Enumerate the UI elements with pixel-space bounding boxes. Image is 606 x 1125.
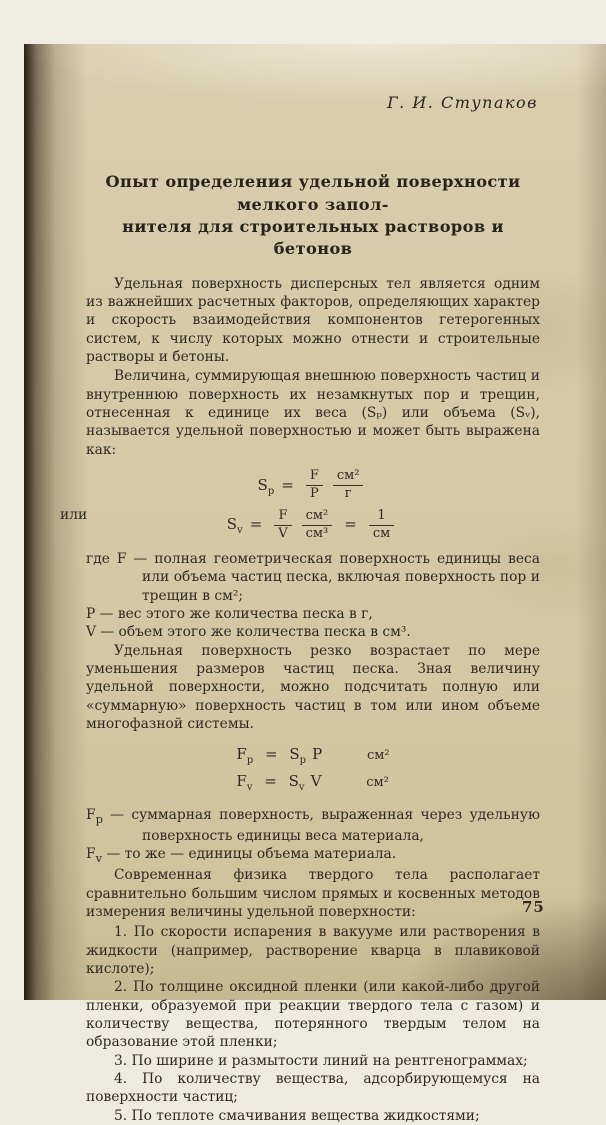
symbol-sp: $S_p$ [257, 475, 275, 497]
formula-group-specific-surface [60, 468, 540, 542]
fp-fv-definitions [86, 806, 540, 866]
symbol-fp: $F_p$ [236, 745, 254, 767]
unit-cm2: см² [366, 774, 389, 790]
paragraph-total-surface: Удельная поверхность резко возрастает по мере уменьшения размеров частиц песка. Зная величину удельной поверхности, можно подсчитать полную или «суммарную» поверхность частиц в том или ином объеме многофазной системы. [86, 642, 540, 732]
definition-V: V — объем этого же количества песка в см³. [86, 624, 411, 641]
unit-cm2: см² [366, 748, 390, 764]
paragraph-methods-intro: Современная физика твердого тела располагает сравнительно большим числом прямых и косвенных методов измерения величины удельной поверхности: [86, 867, 540, 921]
method-item-1: 1. По скорости испарения в вакууме или растворения в жидкости (например, растворение кварца в плавиковой кислоте); [86, 924, 540, 978]
article-title [86, 171, 540, 260]
method-item-3: 3. По ширине и размытости линий на рентгенограммах; [114, 1052, 528, 1069]
definition-fp: $F_p$ — суммарная поверхность, выраженная через удельную поверхность единицы веса материала, [86, 806, 540, 844]
method-item-2: 2. По толщине оксидной пленки (или какой-либо другой пленки, образуемой при реакции твердого тела с газом) и количеству вещества, потерянного твердым телом на образование этой пленки; [86, 979, 540, 1051]
definition-P: Р — вес этого же количества песка в г, [86, 605, 373, 622]
paragraph-definition: Величина, суммирующая внешнюю поверхность частиц и внутреннюю поверхность их незамкнутых пор и трещин, отнесенная к единице их веса (Sₚ) или объема (Sᵥ), называется удельной поверхностью и может быть выражена как: [86, 368, 540, 458]
page-content [60, 92, 540, 1125]
symbol-fv: $F_v$ [236, 771, 253, 793]
or-label: или [60, 507, 88, 524]
symbol-fv: $F_v$ [86, 846, 103, 866]
method-item-5: 5. По теплоте смачивания вещества жидкостями; [114, 1107, 480, 1124]
symbol-sv-rhs: $S_v$ [288, 771, 305, 793]
fraction-one-over-cm: $\frac{1}{см}$ [369, 509, 394, 542]
article-title-line2: нителя для строительных растворов и бетонов [122, 216, 504, 259]
definition-fv: $F_v$ — то же — единицы объема материала. [86, 846, 397, 866]
formula-fp: $F_p = S_p$ P см² [236, 745, 390, 767]
fraction-f-over-p: $\frac{F}{P}$ [306, 469, 323, 502]
formula-fv: $F_v = S_v$ V см² [236, 771, 389, 793]
page-number: 75 [522, 898, 545, 916]
method-item-4: 4. По количеству вещества, адсорбирующемуся на поверхности частиц; [86, 1071, 540, 1106]
symbol-fp: $F_p$ [86, 806, 103, 826]
formula-sv: $S_v$ = $\frac{F}{V}$ $\frac{\text{см²}}{\text{см³}}$ = $\frac{1}{см}$ [86, 509, 540, 542]
formula-sp: $S_p$ = $\frac{F}{P}$ $\frac{\text{см²}}{г}$ [86, 469, 540, 502]
definition-F: где F — полная геометрическая поверхность единицы веса или объема частиц песка, включая поверхность пор и трещин в см²; [86, 550, 540, 604]
formula-group-total-surface [236, 745, 389, 794]
fraction-units-sv: $\frac{\text{см²}}{\text{см³}}$ [302, 509, 333, 542]
scanned-page [24, 44, 606, 1124]
fraction-units-sp: $\frac{\text{см²}}{г}$ [333, 469, 364, 502]
where-definitions [86, 550, 540, 642]
article-title-line1: Опыт определения удельной поверхности мелкого запол- [105, 172, 521, 214]
methods-list [86, 923, 540, 1125]
symbol-sp-rhs: $S_p$ [289, 745, 307, 767]
paragraph-intro: Удельная поверхность дисперсных тел является одним из важнейших расчетных факторов, определяющих характер и скорость взаимодействия компонентов гетерогенных систем, к числу которых можно отнести и строительные растворы и бетоны. [86, 275, 540, 366]
fraction-f-over-v: $\frac{F}{V}$ [274, 509, 291, 542]
symbol-sv: $S_v$ [226, 515, 243, 537]
author-name: Г. И. Ступаков [387, 93, 538, 112]
